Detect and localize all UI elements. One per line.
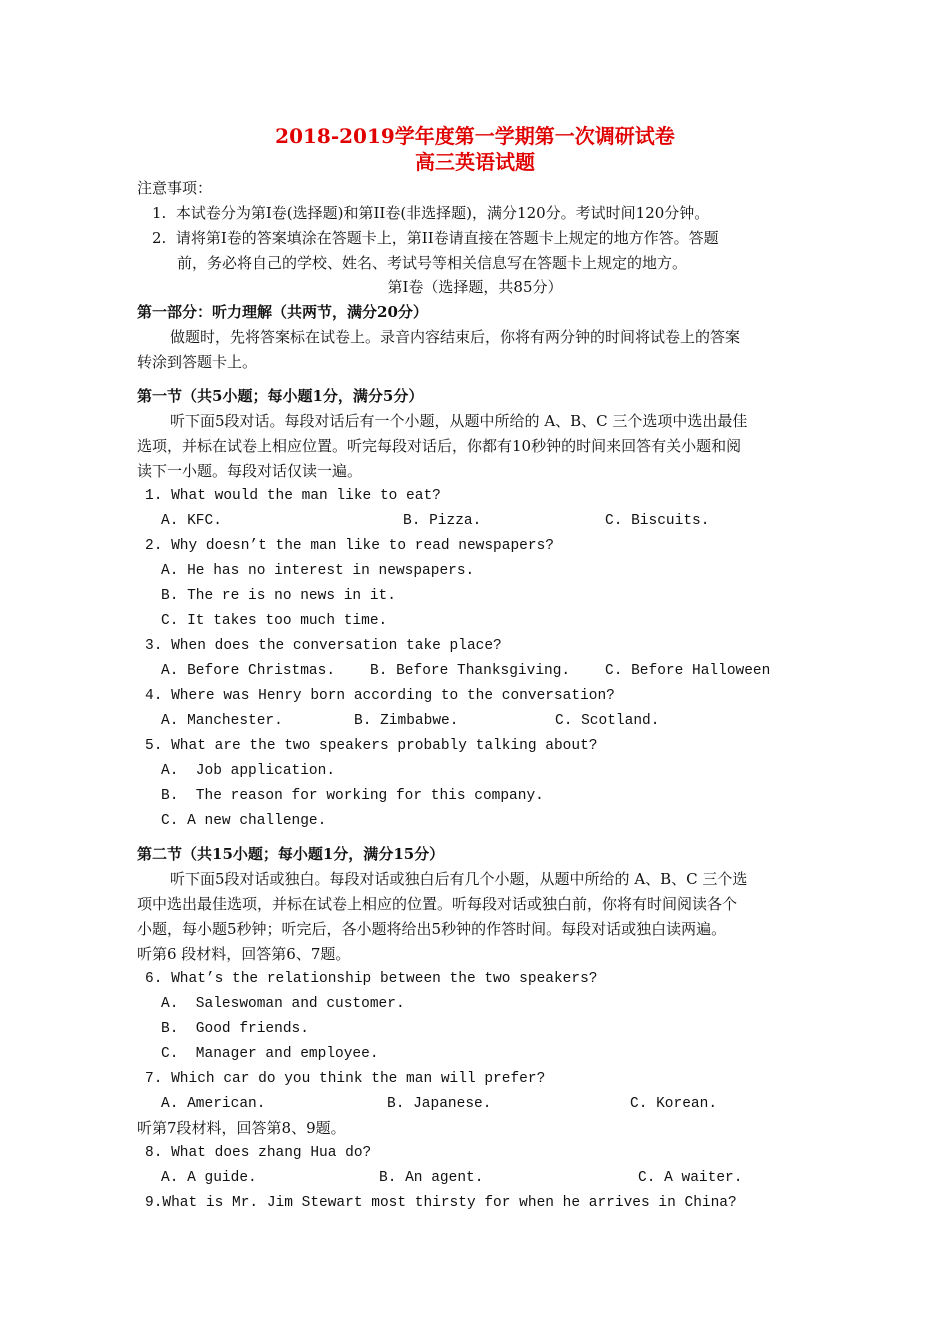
q1-option-a: A. KFC. (161, 513, 222, 529)
notice-heading: 注意事项： (137, 179, 213, 197)
q8-option-b: B. An agent. (379, 1170, 484, 1186)
q8-option-a: A. A guide. (161, 1170, 257, 1186)
q4-option-b: B. Zimbabwe. (354, 713, 459, 729)
q6-option-c: C. Manager and employee. (161, 1046, 379, 1062)
part1-instructions-cont: 转涂到答题卡上。 (137, 353, 258, 371)
section2-instructions-3: 小题，每小题5秒钟；听完后，各小题将给出5秒钟的作答时间。每段对话或独白读两遍。 (137, 920, 727, 938)
part1-heading: 第一部分：听力理解（共两节，满分20分） (137, 303, 428, 321)
q7-option-b: B. Japanese. (387, 1096, 492, 1112)
q4-option-a: A. Manchester. (161, 713, 283, 729)
material-7-note: 听第7段材料，回答第8、9题。 (137, 1119, 346, 1137)
q7-option-a: A. American. (161, 1096, 266, 1112)
question-6: 6. What’s the relationship between the two speakers? (145, 971, 598, 987)
question-3: 3. When does the conversation take place? (145, 638, 502, 654)
q8-option-c: C. A waiter. (638, 1170, 743, 1186)
q3-option-b: B. Before Thanksgiving. (370, 663, 571, 679)
section1-instructions-3: 读下一小题。每段对话仅读一遍。 (137, 462, 363, 480)
section2-instructions: 听下面5段对话或独白。每段对话或独白后有几个小题，从题中所给的 A、B、C 三个选 (170, 870, 748, 888)
section1-heading: 第一节（共5小题；每小题1分，满分5分） (137, 387, 424, 405)
question-7: 7. Which car do you think the man will prefer? (145, 1071, 546, 1087)
q1-option-b: B. Pizza. (403, 513, 482, 529)
section1-instructions-2: 选项，并标在试卷上相应位置。听完每段对话后，你都有10秒钟的时间来回答有关小题和阅 (137, 437, 742, 455)
q2-option-a: A. He has no interest in newspapers. (161, 563, 475, 579)
q5-option-b: B. The reason for working for this company. (161, 788, 544, 804)
q2-option-c: C. It takes too much time. (161, 613, 388, 629)
q3-option-a: A. Before Christmas. (161, 663, 336, 679)
q1-option-c: C. Biscuits. (605, 513, 710, 529)
section1-instructions: 听下面5段对话。每段对话后有一个小题，从题中所给的 A、B、C 三个选项中选出最佳 (170, 412, 748, 430)
question-4: 4. Where was Henry born according to the conversation? (145, 688, 615, 704)
q6-option-b: B. Good friends. (161, 1021, 309, 1037)
section2-heading: 第二节（共15小题；每小题1分，满分15分） (137, 845, 445, 863)
exam-title: 2018-2019学年度第一学期第一次调研试卷 (275, 124, 675, 148)
q2-option-b: B. The re is no news in it. (161, 588, 396, 604)
notice-item-2-cont: 前，务必将自己的学校、姓名、考试号等相关信息写在答题卡上规定的地方。 (177, 254, 688, 272)
q3-option-c: C. Before Halloween (605, 663, 771, 679)
notice-item-2: 2. 请将第Ⅰ卷的答案填涂在答题卡上，第II卷请直接在答题卡上规定的地方作答。答题 (152, 229, 719, 247)
question-5: 5. What are the two speakers probably talking about? (145, 738, 598, 754)
q5-option-a: A. Job application. (161, 763, 336, 779)
volume-heading: 第Ⅰ卷（选择题，共85分） (387, 278, 563, 296)
section2-instructions-2: 项中选出最佳选项，并标在试卷上相应的位置。听每段对话或独白前，你将有时间阅读各个 (137, 895, 738, 913)
q6-option-a: A. Saleswoman and customer. (161, 996, 405, 1012)
q4-option-c: C. Scotland. (555, 713, 660, 729)
question-1: 1. What would the man like to eat? (145, 488, 441, 504)
exam-subtitle: 高三英语试题 (415, 150, 535, 174)
q5-option-c: C. A new challenge. (161, 813, 327, 829)
material-6-note: 听第6 段材料，回答第6、7题。 (137, 945, 351, 963)
part1-instructions: 做题时，先将答案标在试卷上。录音内容结束后，你将有两分钟的时间将试卷上的答案 (170, 328, 741, 346)
question-8: 8. What does zhang Hua do? (145, 1145, 372, 1161)
q7-option-c: C. Korean. (630, 1096, 718, 1112)
notice-item-1: 1. 本试卷分为第Ⅰ卷(选择题)和第II卷(非选择题)，满分120分。考试时间120分钟。 (152, 204, 710, 222)
question-2: 2. Why doesn’t the man like to read newspapers? (145, 538, 554, 554)
question-9: 9.What is Mr. Jim Stewart most thirsty for when he arrives in China? (145, 1195, 737, 1211)
